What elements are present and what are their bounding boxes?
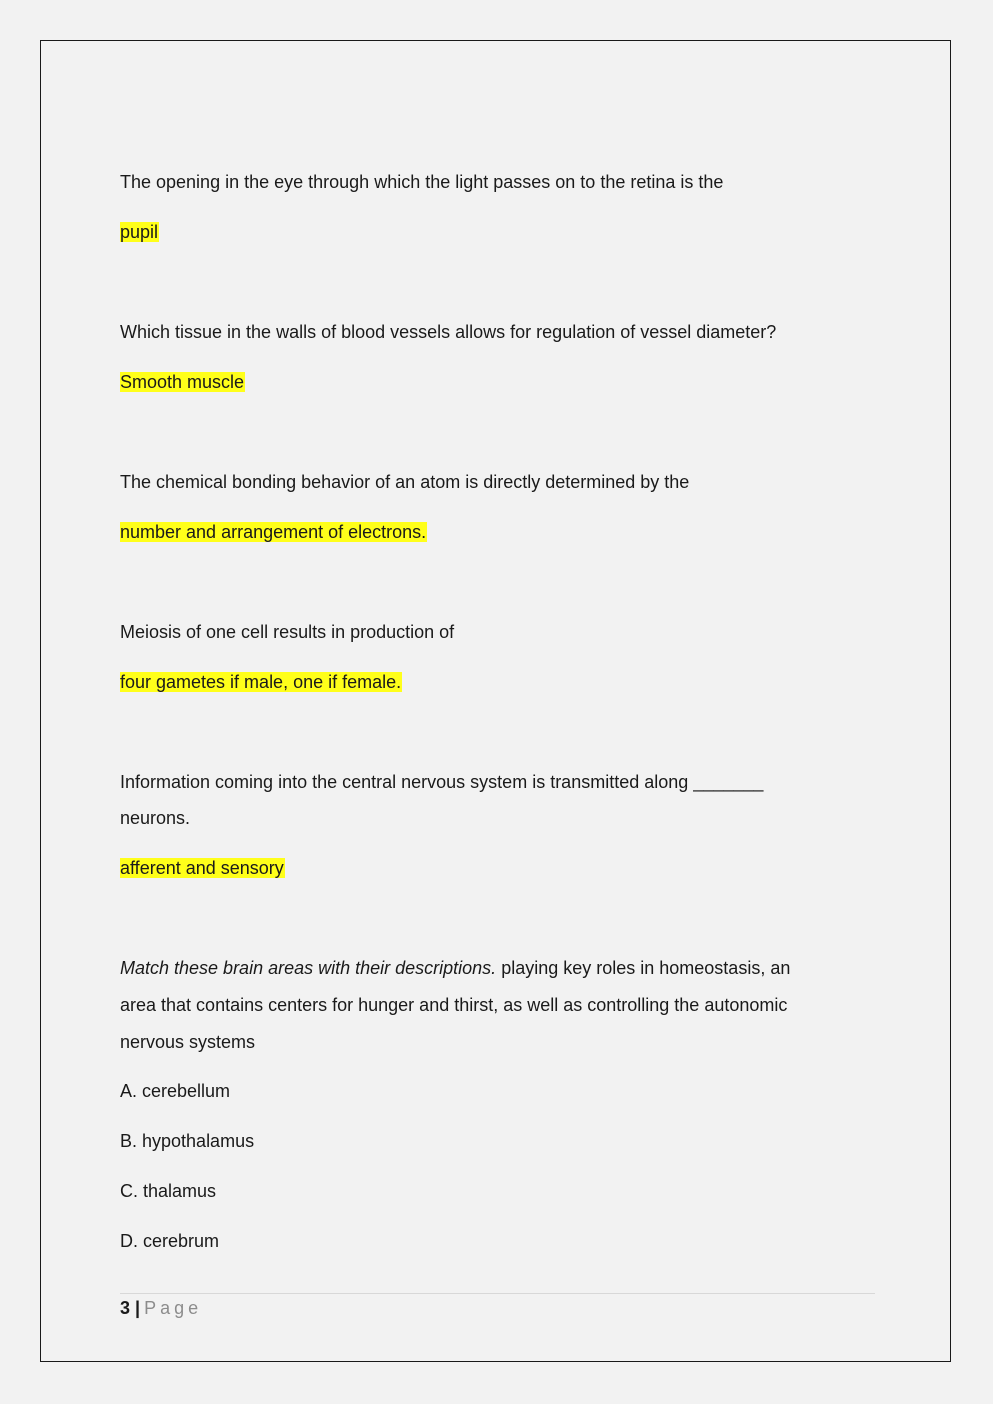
match-instruction: Match these brain areas with their descriptions.: [120, 958, 497, 978]
footer-rule: [120, 1293, 875, 1294]
option-d: D. cerebrum: [120, 1231, 220, 1251]
answer-highlight: afferent and sensory: [120, 858, 284, 878]
question-2-text: Which tissue in the walls of blood vessels allows for regulation of vessel diameter?: [120, 322, 777, 342]
match-question-line-1: [120, 957, 790, 979]
question-3-text: The chemical bonding behavior of an atom is directly determined by the: [120, 472, 690, 492]
question-1-answer: [120, 221, 159, 243]
question-2-answer: [120, 371, 245, 393]
question-3-answer: [120, 521, 427, 543]
question-1-text: The opening in the eye through which the light passes on to the retina is the: [120, 172, 724, 192]
question-5-answer: [120, 857, 285, 879]
question-5-text-line-1: Information coming into the central nervous system is transmitted along _______: [120, 772, 764, 792]
answer-highlight: number and arrangement of electrons.: [120, 522, 427, 542]
question-4-text: Meiosis of one cell results in production of: [120, 622, 455, 642]
page-label: Page: [144, 1298, 203, 1318]
answer-highlight: Smooth muscle: [120, 372, 245, 392]
question-5-text-line-2: neurons.: [120, 808, 191, 828]
match-question-line-3: nervous systems: [120, 1032, 256, 1052]
match-description-start: playing key roles in homeostasis, an: [496, 958, 791, 978]
option-b: B. hypothalamus: [120, 1131, 255, 1151]
answer-highlight: pupil: [120, 222, 159, 242]
page-footer: [120, 1297, 202, 1319]
option-a: A. cerebellum: [120, 1081, 231, 1101]
page-number: 3: [120, 1298, 131, 1318]
answer-highlight: four gametes if male, one if female.: [120, 672, 402, 692]
page-separator: |: [135, 1298, 141, 1318]
page-border: [40, 40, 951, 1362]
match-question-line-2: area that contains centers for hunger and thirst, as well as controlling the autonomic: [120, 995, 788, 1015]
option-c: C. thalamus: [120, 1181, 217, 1201]
question-4-answer: [120, 671, 402, 693]
